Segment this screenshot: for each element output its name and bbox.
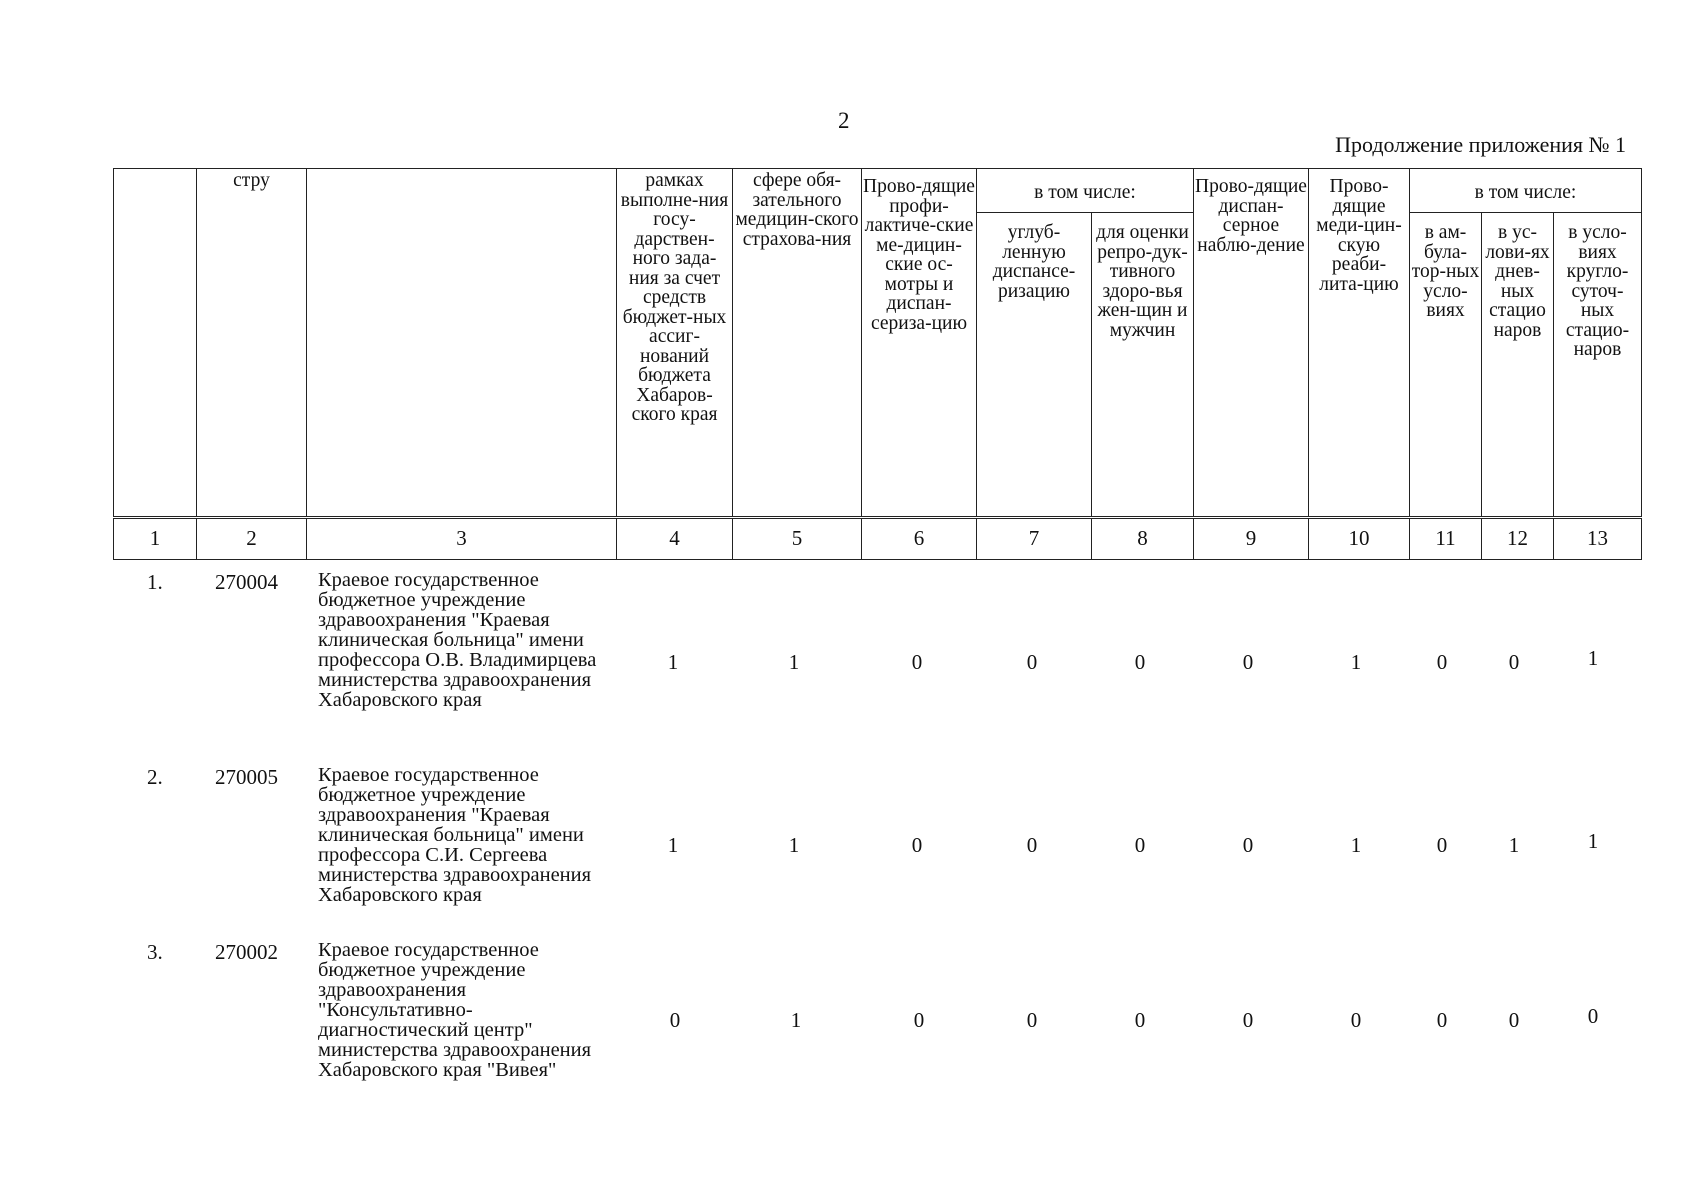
column-number: 8: [1092, 518, 1194, 560]
column-number: 6: [862, 518, 977, 560]
row-value-col-11: 0: [1436, 650, 1448, 674]
column-number: 13: [1554, 518, 1642, 560]
row-number: 2.: [147, 765, 163, 789]
header-col-7: углуб-ленную диспансе-ризацию: [977, 213, 1092, 518]
row-value-col-4: 0: [669, 1008, 681, 1032]
header-col-8: для оценки репро-дук-тивного здоро-вья жен-щин и мужчин: [1092, 213, 1194, 518]
header-group-7-8: в том числе:: [977, 169, 1194, 213]
page-number: 2: [838, 108, 850, 133]
row-value-col-13: 0: [1587, 1004, 1599, 1028]
header-col-9: Прово-дящие диспан-серное наблю-дение: [1194, 169, 1309, 518]
row-number: 3.: [147, 940, 163, 964]
column-number: 2: [197, 518, 307, 560]
row-value-col-6: 0: [911, 833, 923, 857]
row-code: 270005: [215, 765, 278, 789]
row-value-col-5: 1: [790, 1008, 802, 1032]
header-col-6: Прово-дящие профи-лактиче-ские ме-дицин-ские ос-мотры и диспан-сериза-цию: [862, 169, 977, 518]
row-value-col-12: 0: [1508, 1008, 1520, 1032]
row-organization-name: Краевое государственное бюджетное учреждение здравоохранения "Консультативно-диагностический центр" министерства здравоохранения Хабаровского края "Вивея": [318, 939, 592, 1081]
row-value-col-5: 1: [788, 833, 800, 857]
row-value-col-4: 1: [667, 650, 679, 674]
header-col-13: в усло-виях кругло-суточ-ных стацио-наров: [1554, 213, 1642, 518]
row-value-col-11: 0: [1436, 1008, 1448, 1032]
column-number: 10: [1309, 518, 1410, 560]
column-number: 7: [977, 518, 1092, 560]
header-col-4: рамках выполне-ния госу-дарствен-ного зада-ния за счет средств бюджет-ных ассиг-нований бюджета Хабаров-ского края: [617, 169, 733, 518]
row-value-col-8: 0: [1134, 1008, 1146, 1032]
header-col-12: в ус-лови-ях днев-ных стацио наров: [1482, 213, 1554, 518]
row-value-col-6: 0: [913, 1008, 925, 1032]
row-value-col-12: 0: [1508, 650, 1520, 674]
header-col-2: стру: [197, 169, 307, 518]
row-value-col-9: 0: [1242, 833, 1254, 857]
column-number: 11: [1410, 518, 1482, 560]
row-value-col-7: 0: [1026, 1008, 1038, 1032]
column-number: 3: [307, 518, 617, 560]
row-value-col-10: 0: [1350, 1008, 1362, 1032]
row-value-col-10: 1: [1350, 833, 1362, 857]
column-number: 4: [617, 518, 733, 560]
row-value-col-9: 0: [1242, 1008, 1254, 1032]
row-value-col-7: 0: [1026, 833, 1038, 857]
row-value-col-5: 1: [788, 650, 800, 674]
row-organization-name: Краевое государственное бюджетное учреждение здравоохранения "Краевая клиническая больница" имени профессора О.В. Владимирцева министерства здравоохранения Хабаровского края: [318, 569, 597, 711]
header-col-5: сфере обя-зательного медицин-ского страхова-ния: [733, 169, 862, 518]
row-value-col-4: 1: [667, 833, 679, 857]
row-value-col-9: 0: [1242, 650, 1254, 674]
row-value-col-8: 0: [1134, 650, 1146, 674]
continuation-label: Продолжение приложения № 1: [1335, 132, 1626, 157]
column-number: 5: [733, 518, 862, 560]
row-value-col-7: 0: [1026, 650, 1038, 674]
row-value-col-13: 1: [1587, 646, 1599, 670]
column-number: 1: [114, 518, 197, 560]
row-organization-name: Краевое государственное бюджетное учреждение здравоохранения "Краевая клиническая больница" имени профессора С.И. Сергеева министерства здравоохранения Хабаровского края: [318, 764, 592, 906]
header-table: [113, 168, 1642, 560]
column-number: 12: [1482, 518, 1554, 560]
header-col-11: в ам-була-тор-ных усло-виях: [1410, 213, 1482, 518]
row-value-col-8: 0: [1134, 833, 1146, 857]
row-value-col-11: 0: [1436, 833, 1448, 857]
row-value-col-10: 1: [1350, 650, 1362, 674]
row-value-col-6: 0: [911, 650, 923, 674]
row-number: 1.: [147, 570, 163, 594]
header-group-11-13: в том числе:: [1410, 169, 1642, 213]
header-col-10: Прово-дящие меди-цин-скую реаби-лита-цию: [1309, 169, 1410, 518]
row-value-col-13: 1: [1587, 829, 1599, 853]
header-col-3: [307, 169, 617, 518]
row-code: 270004: [215, 570, 278, 594]
row-value-col-12: 1: [1508, 833, 1520, 857]
header-col-1: [114, 169, 197, 518]
column-numbers-row: [114, 518, 1642, 560]
row-code: 270002: [215, 940, 278, 964]
column-number: 9: [1194, 518, 1309, 560]
